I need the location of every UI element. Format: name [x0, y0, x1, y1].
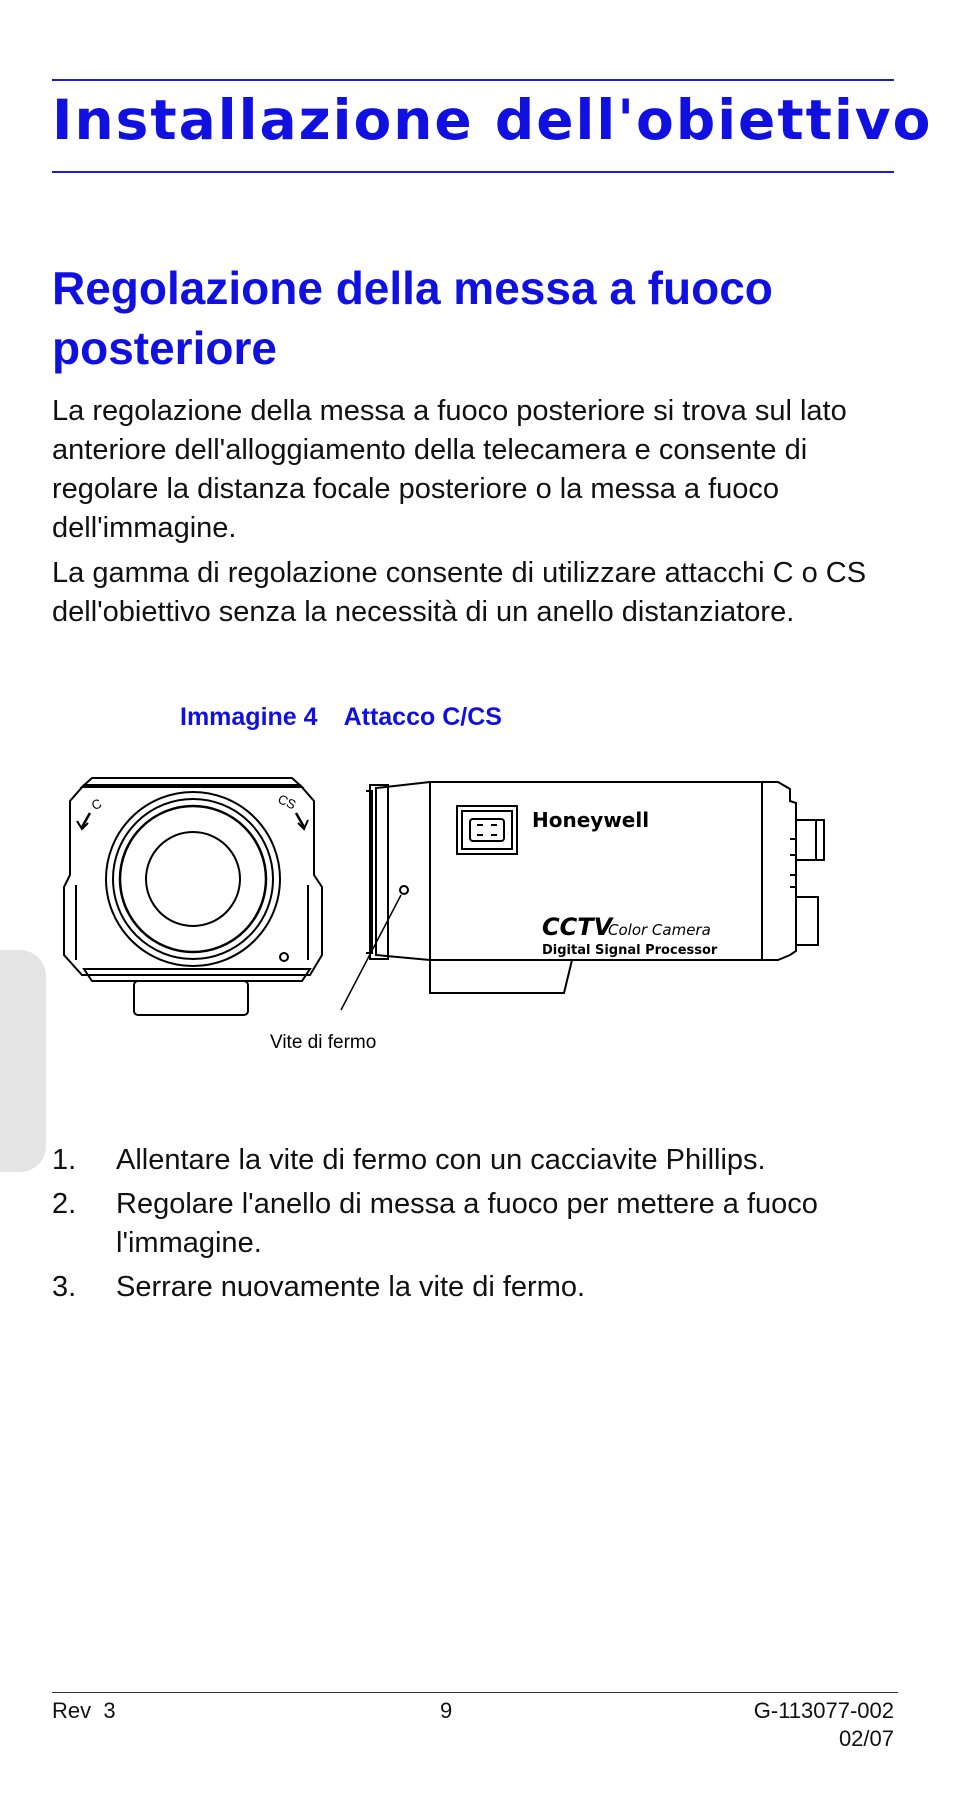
dsp-badge: Digital Signal Processor [542, 943, 718, 958]
paragraph-1: La regolazione della messa a fuoco posteriore si trova sul lato anteriore dell'alloggiamento della telecamera e consente di regolare la distanza focale posteriore o la messa a fuoco dell'immagine. [52, 395, 847, 544]
step-text: Regolare l'anello di messa a fuoco per mettere a fuoco l'immagine. [116, 1188, 818, 1259]
callout-label: Vite di fermo [270, 1032, 377, 1053]
paragraph-2: La gamma di regolazione consente di utilizzare attacchi C o CS dell'obiettivo senza la necessità di un anello distanziatore. [52, 557, 867, 628]
c-mount-mark: C [88, 795, 104, 814]
list-item [52, 1141, 912, 1180]
step-number: 2. [52, 1188, 77, 1220]
page-side-tab [0, 950, 46, 1172]
steps-list [52, 1141, 912, 1312]
step-number: 1. [52, 1144, 77, 1176]
doc-date: 02/07 [838, 1726, 894, 1751]
figure-number: Immagine 4 [180, 703, 318, 731]
top-rule [52, 79, 894, 81]
color-camera-badge: Color Camera [608, 921, 711, 939]
footer-page-number: 9 [440, 1698, 453, 1723]
camera-figure [52, 765, 912, 1065]
step-text: Allentare la vite di fermo con un cacciavite Phillips. [116, 1144, 766, 1176]
list-item [52, 1185, 912, 1263]
chapter-bottom-rule [52, 171, 894, 173]
step-text: Serrare nuovamente la vite di fermo. [116, 1271, 586, 1303]
figure-title: Attacco C/CS [343, 703, 502, 731]
list-item [52, 1268, 912, 1307]
cctv-badge: CCTV [542, 913, 613, 941]
doc-number: G-113077-002 [753, 1698, 894, 1723]
chapter-title: Installazione dell'obiettivo [52, 88, 933, 152]
cs-mount-mark: CS [275, 791, 299, 813]
brand-logo: Honeywell [532, 808, 650, 832]
section-title: Regolazione della messa a fuoco posteriore [52, 262, 773, 374]
footer-rev: Rev 3 [52, 1698, 116, 1723]
camera-front-view [64, 778, 322, 1015]
footer-rule [52, 1692, 898, 1693]
camera-illustration [52, 765, 912, 1065]
figure-caption [180, 703, 502, 732]
footer-doc-id [754, 1697, 894, 1753]
step-number: 3. [52, 1271, 77, 1303]
